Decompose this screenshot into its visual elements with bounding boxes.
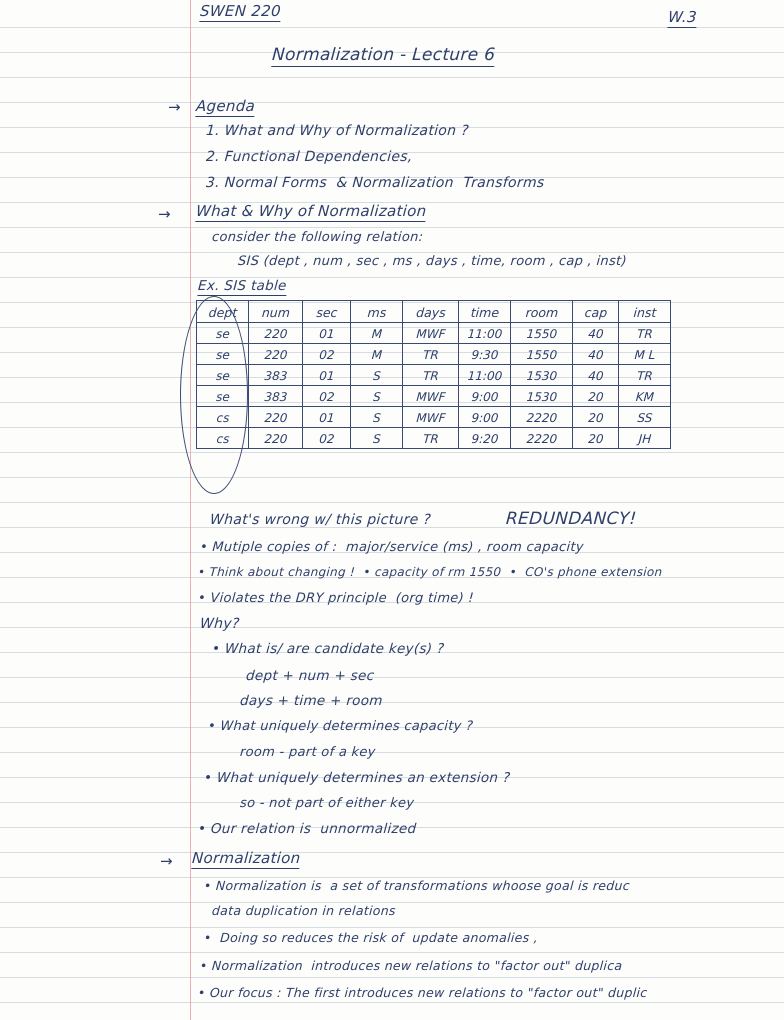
rule-line [0, 952, 784, 953]
rule-line [0, 1002, 784, 1003]
cell-cap: 20 [572, 386, 619, 407]
column-header-time: time [458, 301, 512, 323]
rule-line [0, 227, 784, 228]
cell-ms: M [350, 323, 403, 344]
course-code: SWEN 220 [199, 2, 282, 20]
why-line: so - not part of either key [239, 796, 415, 811]
relation-signature: SIS (dept , num , sec , ms , days , time, room , cap , inst) [237, 254, 628, 269]
cell-room: 2220 [510, 428, 573, 449]
cell-sec: 01 [302, 323, 351, 344]
cell-dept: se [196, 344, 249, 365]
cell-room: 1530 [510, 365, 573, 386]
normalization-line: • Our focus : The first introduces new relations to "factor out" duplic [197, 985, 649, 1000]
arrow-icon: → [158, 205, 171, 223]
cell-num: 383 [248, 365, 303, 386]
rule-line [0, 77, 784, 78]
cell-sec: 01 [302, 365, 351, 386]
rule-line [0, 452, 784, 453]
rule-line [0, 502, 784, 503]
column-header-room: room [510, 301, 574, 323]
cell-ms: M [350, 344, 403, 365]
week-label: W.3 [667, 8, 698, 26]
cell-ms: S [350, 365, 403, 386]
redundancy-question: What's wrong w/ this picture ? [209, 512, 432, 528]
why-line: room - part of a key [239, 745, 377, 760]
cell-num: 220 [248, 323, 303, 344]
cell-days: MWF [402, 323, 459, 344]
cell-cap: 40 [572, 344, 619, 365]
table-row [197, 428, 671, 449]
normalization-line: data duplication in relations [211, 903, 397, 918]
cell-inst: TR [618, 365, 671, 386]
why-heading: Why? [199, 616, 241, 632]
cell-time: 9:30 [458, 344, 511, 365]
rule-line [0, 702, 784, 703]
rule-line [0, 927, 784, 928]
redundancy-answer: REDUNDANCY! [505, 509, 638, 529]
column-header-days: days [402, 301, 460, 323]
rule-line [0, 977, 784, 978]
cell-inst: TR [618, 323, 671, 344]
normalization-line: • Doing so reduces the risk of update anomalies , [203, 930, 539, 945]
cell-dept: se [196, 386, 249, 407]
why-line: • What uniquely determines an extension ? [203, 770, 511, 786]
cell-cap: 20 [572, 407, 619, 428]
column-header-sec: sec [302, 301, 352, 323]
why-line: • What is/ are candidate key(s) ? [211, 641, 445, 657]
cell-inst: KM [618, 386, 671, 407]
rule-line [0, 677, 784, 678]
column-header-cap: cap [572, 301, 620, 323]
cell-sec: 02 [302, 428, 351, 449]
cell-sec: 02 [302, 386, 351, 407]
redundancy-bullet: • Violates the DRY principle (org time) ! [197, 591, 475, 606]
arrow-icon: → [160, 852, 173, 870]
cell-days: MWF [402, 386, 459, 407]
cell-dept: se [196, 323, 249, 344]
agenda-item: 1. What and Why of Normalization ? [205, 123, 470, 139]
table-row [197, 407, 671, 428]
why-line: • What uniquely determines capacity ? [207, 719, 474, 734]
cell-room: 1550 [510, 344, 573, 365]
table-caption: Ex. SIS table [197, 278, 288, 294]
cell-dept: cs [196, 407, 249, 428]
cell-ms: S [350, 428, 403, 449]
cell-room: 1530 [510, 386, 573, 407]
cell-ms: S [350, 407, 403, 428]
column-header-inst: inst [618, 301, 672, 323]
section-what-why-heading: What & Why of Normalization [195, 202, 428, 220]
cell-time: 9:00 [458, 407, 511, 428]
rule-line [0, 627, 784, 628]
cell-days: TR [402, 344, 459, 365]
normalization-line: • Normalization introduces new relations to "factor out" duplica [199, 958, 623, 973]
table-row [197, 344, 671, 365]
agenda-item: 2. Functional Dependencies, [205, 149, 414, 165]
cell-days: TR [402, 365, 459, 386]
cell-cap: 40 [572, 365, 619, 386]
cell-ms: S [350, 386, 403, 407]
table-row [197, 323, 671, 344]
cell-dept: cs [196, 428, 249, 449]
rule-line [0, 752, 784, 753]
normalization-line: • Normalization is a set of transformations whoose goal is reduc [203, 878, 631, 893]
rule-line [0, 102, 784, 103]
redundancy-bullet: • Think about changing ! • capacity of rm 1550 • CO's phone extension [197, 565, 663, 579]
rule-line [0, 477, 784, 478]
redundancy-bullet: • Mutiple copies of : major/service (ms) , room capacity [199, 540, 585, 555]
rule-line [0, 852, 784, 853]
cell-cap: 20 [572, 428, 619, 449]
cell-days: TR [402, 428, 459, 449]
why-line: days + time + room [239, 693, 384, 709]
table-header-row [197, 301, 671, 323]
table-row [197, 365, 671, 386]
rule-line [0, 277, 784, 278]
cell-cap: 40 [572, 323, 619, 344]
why-line: • Our relation is unnormalized [197, 821, 417, 837]
cell-room: 1550 [510, 323, 573, 344]
cell-sec: 02 [302, 344, 351, 365]
cell-num: 220 [248, 344, 303, 365]
rule-line [0, 252, 784, 253]
table-row [197, 386, 671, 407]
agenda-heading: Agenda [195, 97, 256, 115]
cell-inst: M L [618, 344, 671, 365]
cell-num: 220 [248, 428, 303, 449]
why-line: dept + num + sec [245, 668, 375, 684]
cell-time: 11:00 [458, 365, 511, 386]
cell-time: 11:00 [458, 323, 511, 344]
sis-table [196, 300, 671, 449]
cell-num: 383 [248, 386, 303, 407]
cell-num: 220 [248, 407, 303, 428]
cell-days: MWF [402, 407, 459, 428]
arrow-icon: → [168, 98, 181, 116]
agenda-item: 3. Normal Forms & Normalization Transforms [205, 175, 546, 191]
cell-dept: se [196, 365, 249, 386]
cell-inst: JH [618, 428, 671, 449]
section-line: consider the following relation: [211, 230, 424, 245]
cell-room: 2220 [510, 407, 573, 428]
cell-sec: 01 [302, 407, 351, 428]
cell-inst: SS [618, 407, 671, 428]
page-title: Normalization - Lecture 6 [271, 45, 497, 65]
cell-time: 9:00 [458, 386, 511, 407]
column-header-dept: dept [196, 301, 250, 323]
cell-time: 9:20 [458, 428, 511, 449]
normalization-heading: Normalization [191, 849, 302, 867]
column-header-num: num [248, 301, 304, 323]
column-header-ms: ms [350, 301, 404, 323]
